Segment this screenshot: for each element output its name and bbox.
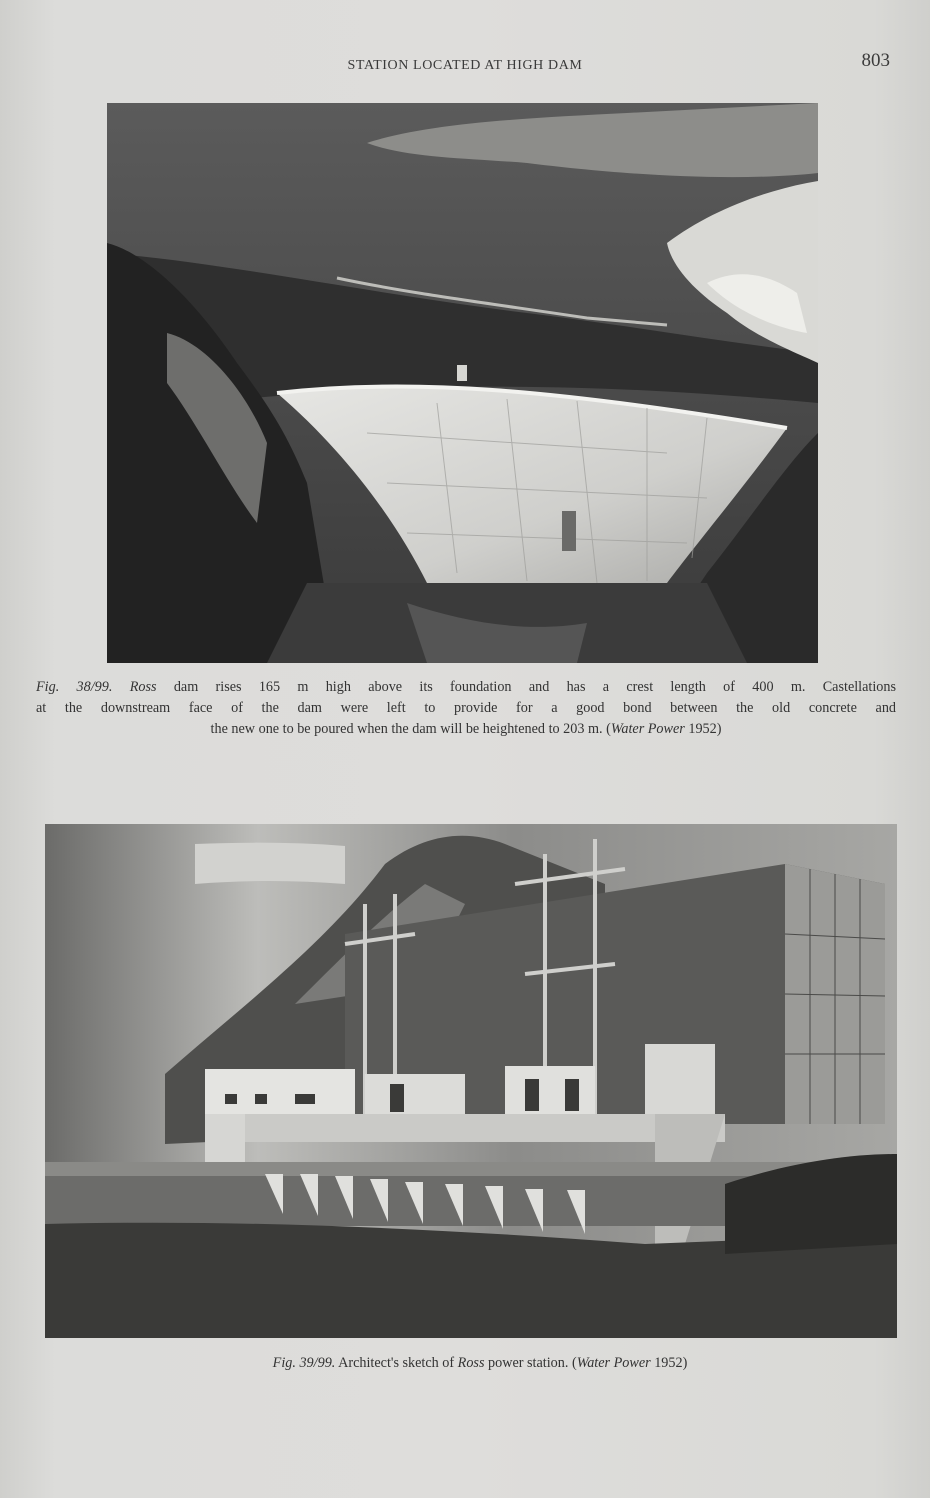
running-head: STATION LOCATED AT HIGH DAM — [347, 58, 583, 73]
power-station-image — [45, 824, 897, 1338]
caption-line-3 — [36, 719, 896, 740]
page-number: 803 — [861, 50, 890, 71]
caption-line-1 — [36, 677, 896, 698]
figure-label: Fig. 38/99. — [36, 679, 113, 695]
dam-name: Ross — [129, 679, 157, 695]
source-year: 1952) — [688, 721, 722, 737]
caption-text: power station. ( — [488, 1355, 577, 1371]
figure-38-caption — [36, 677, 896, 740]
caption-line-2: at the downstream face of the dam were left to provide for a good bond between the old concrete and — [36, 700, 896, 716]
caption-text: dam rises 165 m high above its foundation and has a crest length of 400 m. Castellations — [173, 679, 897, 695]
source-name: Water Power — [610, 721, 685, 737]
caption-text: Architect's sketch of — [338, 1355, 455, 1371]
figure-39-caption — [100, 1353, 860, 1374]
source-year: 1952) — [654, 1355, 688, 1371]
figure-label: Fig. 39/99. — [272, 1355, 336, 1371]
power-station-sketch — [45, 824, 897, 1338]
source-name: Water Power — [576, 1355, 651, 1371]
caption-text: the new one to be poured when the dam will be heightened to 203 m. ( — [210, 721, 611, 737]
dam-photograph — [107, 103, 818, 663]
station-name: Ross — [457, 1355, 485, 1371]
dam-photo-image — [107, 103, 818, 663]
